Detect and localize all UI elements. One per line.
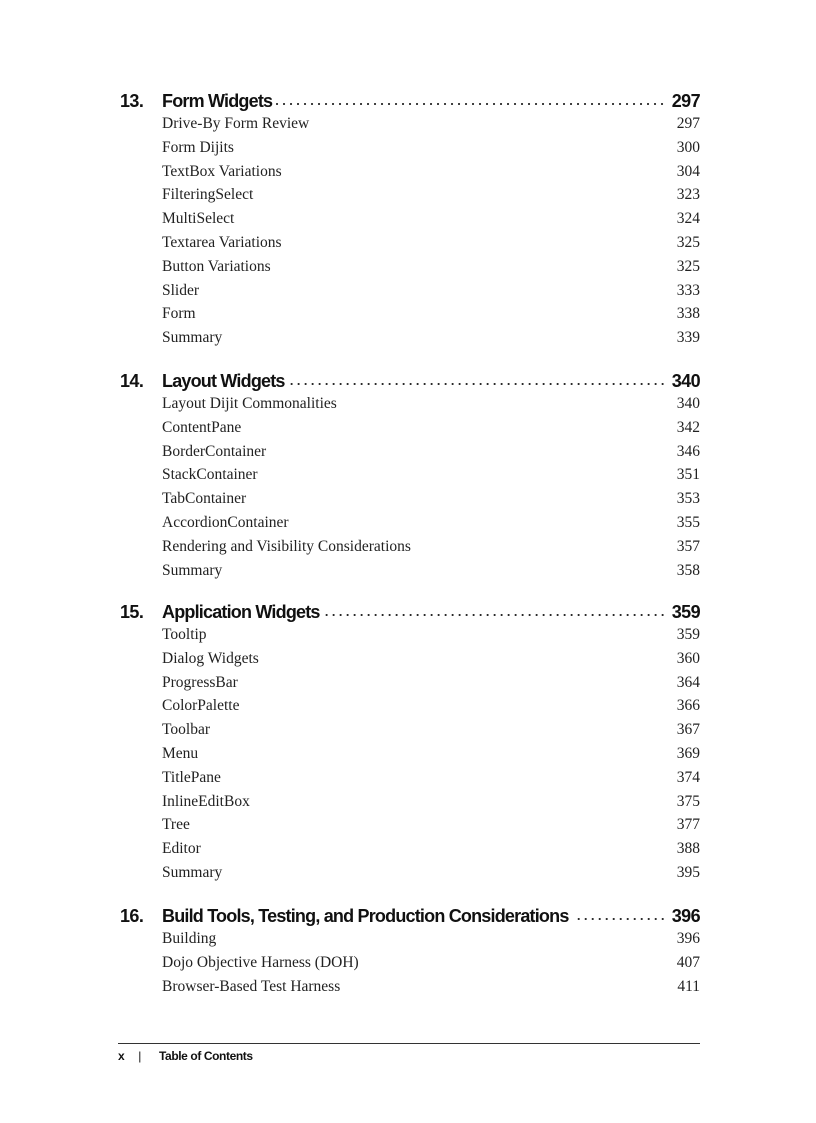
section-title: Summary [162, 329, 223, 347]
section-page: 359 [676, 626, 700, 643]
section-title: Dialog Widgets [162, 649, 259, 667]
section-title: FilteringSelect [162, 186, 254, 204]
section-entry[interactable] [162, 927, 700, 951]
section-page: 358 [676, 561, 700, 579]
footer-page-number: x [118, 1049, 125, 1063]
chapter-15 [120, 597, 700, 885]
chapter-number: 14. [120, 371, 144, 391]
dot-leader [289, 381, 666, 387]
section-entry[interactable] [162, 975, 700, 999]
section-entry[interactable] [162, 623, 700, 647]
section-title: Layout Dijit Commonalities [162, 395, 337, 412]
chapter-title: Application Widgets [162, 601, 324, 623]
footer-separator: | [138, 1049, 141, 1063]
section-list [162, 927, 700, 998]
section-title: ContentPane [162, 418, 242, 436]
section-page: 304 [676, 162, 700, 180]
section-title: Button Variations [162, 257, 271, 275]
section-title: Form Dijits [162, 138, 234, 156]
section-title: StackContainer [162, 466, 258, 484]
section-entry[interactable] [162, 326, 700, 350]
section-page: 339 [676, 329, 700, 347]
page-footer [118, 1048, 253, 1064]
section-title: BorderContainer [162, 442, 267, 460]
section-page: 367 [676, 721, 700, 739]
section-title: Menu [162, 744, 199, 762]
section-entry[interactable] [162, 671, 700, 695]
section-page: 353 [676, 490, 700, 508]
section-page: 351 [676, 466, 700, 484]
section-entry[interactable] [162, 837, 700, 861]
section-entry[interactable] [162, 951, 700, 975]
section-title: Tree [162, 816, 190, 834]
section-title: TitlePane [162, 768, 221, 786]
chapter-heading[interactable] [120, 597, 700, 623]
section-page: 357 [676, 537, 700, 555]
section-entry[interactable] [162, 302, 700, 326]
section-title: ProgressBar [162, 673, 238, 691]
section-title: Summary [162, 561, 223, 579]
section-page: 369 [676, 744, 700, 762]
footer-label: Table of Contents [159, 1049, 253, 1063]
section-page: 360 [676, 649, 700, 667]
chapter-page: 340 [666, 370, 700, 392]
chapter-page: 297 [666, 90, 700, 112]
dot-leader [276, 101, 666, 107]
section-page: 324 [676, 210, 700, 228]
section-page: 338 [676, 305, 700, 323]
section-title: Form [162, 305, 196, 323]
section-entry[interactable] [162, 207, 700, 231]
chapter-number: 15. [120, 602, 144, 622]
section-entry[interactable] [162, 559, 700, 583]
section-entry[interactable] [162, 487, 700, 511]
section-title: Drive-By Form Review [162, 115, 310, 132]
section-page: 323 [676, 186, 700, 204]
section-title: InlineEditBox [162, 792, 250, 810]
chapter-heading[interactable] [120, 366, 700, 392]
section-page: 407 [676, 953, 700, 971]
chapter-title: Build Tools, Testing, and Production Considerations [162, 905, 573, 927]
chapter-page: 396 [666, 905, 700, 927]
section-entry[interactable] [162, 440, 700, 464]
dot-leader [573, 916, 666, 922]
section-entry[interactable] [162, 766, 700, 790]
chapter-14 [120, 366, 700, 582]
chapter-number: 16. [120, 906, 144, 926]
chapter-title: Form Widgets [162, 90, 276, 112]
section-page: 355 [676, 513, 700, 531]
section-title: MultiSelect [162, 210, 235, 228]
section-entry[interactable] [162, 160, 700, 184]
section-page: 377 [676, 816, 700, 834]
section-page: 388 [676, 840, 700, 858]
section-title: Building [162, 930, 217, 947]
section-entry[interactable] [162, 255, 700, 279]
section-page: 300 [676, 138, 700, 156]
section-page: 395 [676, 863, 700, 881]
section-title: Toolbar [162, 721, 210, 739]
section-entry[interactable] [162, 392, 700, 416]
section-title: Editor [162, 840, 201, 858]
section-entry[interactable] [162, 231, 700, 255]
section-page: 325 [676, 233, 700, 251]
section-entry[interactable] [162, 647, 700, 671]
section-list [162, 623, 700, 885]
section-title: Rendering and Visibility Considerations [162, 537, 411, 555]
chapter-title: Layout Widgets [162, 370, 289, 392]
section-page: 411 [677, 977, 700, 995]
section-page: 333 [676, 281, 700, 299]
section-entry[interactable] [162, 813, 700, 837]
chapter-number: 13. [120, 91, 144, 111]
section-entry[interactable] [162, 694, 700, 718]
section-entry[interactable] [162, 463, 700, 487]
section-title: Browser-Based Test Harness [162, 977, 341, 995]
chapter-heading[interactable] [120, 901, 700, 927]
chapter-13 [120, 86, 700, 350]
section-list [162, 112, 700, 350]
section-page: 325 [676, 257, 700, 275]
section-entry[interactable] [162, 279, 700, 303]
section-page: 396 [676, 930, 700, 947]
section-page: 340 [676, 395, 700, 412]
section-entry[interactable] [162, 790, 700, 814]
section-entry[interactable] [162, 183, 700, 207]
chapter-heading[interactable] [120, 86, 700, 112]
section-title: Dojo Objective Harness (DOH) [162, 953, 359, 971]
footer-rule [118, 1043, 700, 1044]
section-page: 364 [676, 673, 700, 691]
section-entry[interactable] [162, 861, 700, 885]
section-entry[interactable] [162, 112, 700, 136]
section-page: 346 [676, 442, 700, 460]
section-page: 297 [676, 115, 700, 132]
section-entry[interactable] [162, 718, 700, 742]
section-entry[interactable] [162, 535, 700, 559]
section-page: 342 [676, 418, 700, 436]
section-title: Tooltip [162, 626, 207, 643]
section-entry[interactable] [162, 136, 700, 160]
section-entry[interactable] [162, 742, 700, 766]
section-page: 374 [676, 768, 700, 786]
section-title: AccordionContainer [162, 513, 289, 531]
section-title: TabContainer [162, 490, 247, 508]
chapter-16 [120, 901, 700, 998]
section-title: Textarea Variations [162, 233, 282, 251]
section-entry[interactable] [162, 511, 700, 535]
section-title: Summary [162, 863, 223, 881]
section-list [162, 392, 700, 582]
section-entry[interactable] [162, 416, 700, 440]
section-title: TextBox Variations [162, 162, 282, 180]
section-page: 366 [676, 697, 700, 715]
section-page: 375 [676, 792, 700, 810]
chapter-page: 359 [666, 601, 700, 623]
section-title: ColorPalette [162, 697, 240, 715]
section-title: Slider [162, 281, 200, 299]
dot-leader [324, 612, 666, 618]
